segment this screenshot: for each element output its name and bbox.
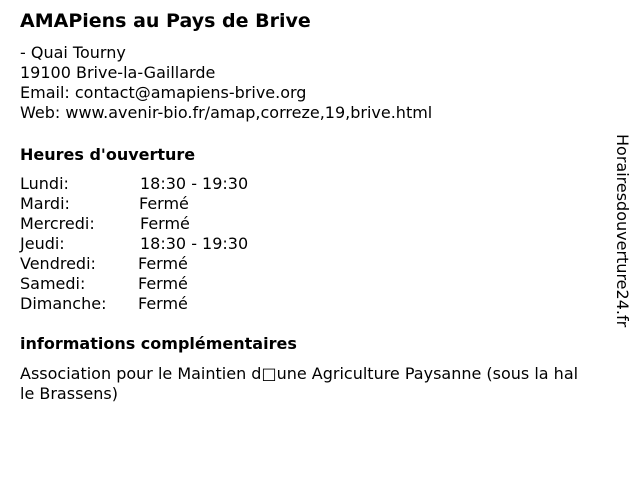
hours-time: Fermé: [138, 274, 188, 293]
hours-day: Jeudi:: [20, 234, 65, 253]
address-street: - Quai Tourny: [20, 43, 126, 62]
hours-day: Mardi:: [20, 194, 70, 213]
info-text: [20, 364, 640, 404]
info-line: Association pour le Maintien d□une Agriculture Paysanne (sous la hal: [20, 364, 579, 383]
hours-day: Samedi:: [20, 274, 86, 293]
info-line: le Brassens): [20, 384, 118, 403]
hours-heading: Heures d'ouverture: [20, 145, 196, 164]
address-web: Web: www.avenir-bio.fr/amap,correze,19,brive.html: [20, 103, 433, 122]
address-block: [20, 43, 432, 123]
hours-time: Fermé: [138, 294, 188, 313]
watermark: Horairesdouverture24.fr: [613, 134, 632, 328]
hours-time: 18:30 - 19:30: [140, 174, 249, 193]
hours-day: Dimanche:: [20, 294, 107, 313]
hours-day: Lundi:: [20, 174, 69, 193]
hours-time: Fermé: [140, 214, 190, 233]
address-email: Email: contact@amapiens-brive.org: [20, 83, 307, 102]
hours-time: Fermé: [139, 194, 189, 213]
hours-time: Fermé: [138, 254, 188, 273]
hours-day: Vendredi:: [20, 254, 96, 273]
address-city: 19100 Brive-la-Gaillarde: [20, 63, 216, 82]
page-title: AMAPiens au Pays de Brive: [20, 10, 311, 32]
hours-day: Mercredi:: [20, 214, 95, 233]
hours-time: 18:30 - 19:30: [140, 234, 249, 253]
info-heading: informations complémentaires: [20, 334, 297, 353]
